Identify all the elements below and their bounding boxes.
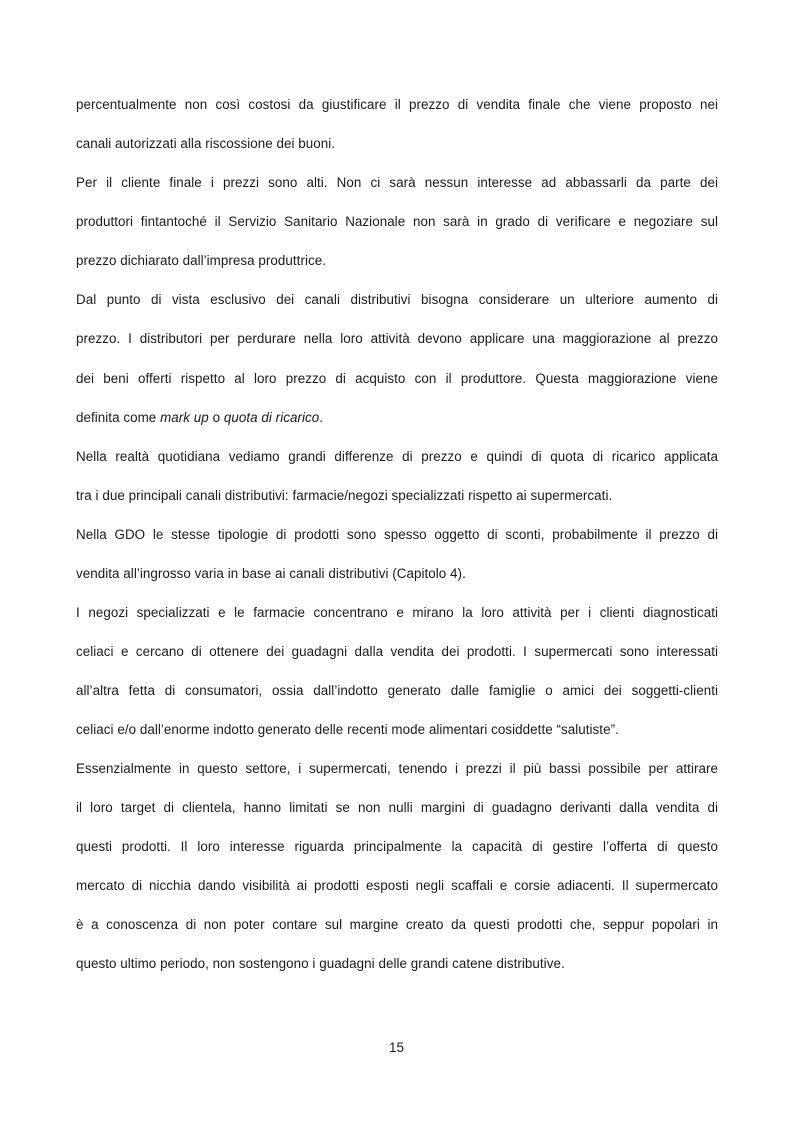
term-mark-up: mark up (160, 410, 209, 425)
paragraph-2-line-3: prezzo dichiarato dall’impresa produttrice. (76, 253, 326, 268)
paragraph-4-line-1: Nella realtà quotidiana vediamo grandi differenze di prezzo e quindi di quota di ricarico applicata (76, 449, 718, 464)
paragraph-3-line-3: dei beni offerti rispetto al loro prezzo di acquisto con il produttore. Questa maggiorazione viene (76, 371, 718, 386)
paragraph-7-line-4: mercato di nicchia dando visibilità ai prodotti esposti negli scaffali e corsie adiacenti. Il supermercato (76, 878, 718, 893)
paragraph-7-line-5: è a conoscenza di non poter contare sul margine creato da questi prodotti che, seppur popolari in (76, 917, 718, 932)
paragraph-4-line-2: tra i due principali canali distributivi: farmacie/negozi specializzati rispetto ai supermercati. (76, 488, 613, 503)
paragraph-1-line-2: canali autorizzati alla riscossione dei buoni. (76, 136, 336, 151)
paragraph-3-line-1: Dal punto di vista esclusivo dei canali distributivi bisogna considerare un ulteriore aumento di (76, 292, 718, 307)
paragraph-1-line-1: percentualmente non così costosi da giustificare il prezzo di vendita finale che viene proposto nei (76, 97, 718, 112)
paragraph-3-line-4-middle: o (208, 410, 224, 425)
paragraph-6-line-2: celiaci e cercano di ottenere dei guadagni dalla vendita dei prodotti. I supermercati sono interessati (76, 644, 718, 659)
paragraph-6-line-1: I negozi specializzati e le farmacie concentrano e mirano la loro attività per i clienti diagnosticati (76, 605, 718, 620)
paragraph-3-line-4 (76, 409, 718, 427)
paragraph-3-line-4-suffix: . (319, 410, 324, 425)
paragraph-7-line-3: questi prodotti. Il loro interesse riguarda principalmente la capacità di gestire l’offerta di questo (76, 839, 718, 854)
paragraph-7-line-1: Essenzialmente in questo settore, i supermercati, tenendo i prezzi il più bassi possibile per attirare (76, 761, 718, 776)
paragraph-5-line-1: Nella GDO le stesse tipologie di prodotti sono spesso oggetto di sconti, probabilmente il prezzo di (76, 527, 718, 542)
page-number: 15 (389, 1040, 404, 1055)
term-quota-di-ricarico: quota di ricarico (223, 410, 320, 425)
paragraph-3-line-4-prefix: definita come (76, 410, 161, 425)
paragraph-6-line-3: all’altra fetta di consumatori, ossia dall’indotto generato dalle famiglie o amici dei soggetti-clienti (76, 683, 718, 698)
paragraph-7-line-6: questo ultimo periodo, non sostengono i guadagni delle grandi catene distributive. (76, 956, 565, 971)
paragraph-3-line-2: prezzo. I distributori per perdurare nella loro attività devono applicare una maggiorazione al prezzo (76, 331, 718, 346)
paragraph-6-line-4: celiaci e/o dall’enorme indotto generato delle recenti mode alimentari cosiddette “salutiste”. (76, 722, 619, 737)
paragraph-7-line-2: il loro target di clientela, hanno limitati se non nulli margini di guadagno derivanti dalla vendita di (76, 800, 718, 815)
paragraph-2-line-1: Per il cliente finale i prezzi sono alti. Non ci sarà nessun interesse ad abbassarli da parte dei (76, 175, 718, 190)
paragraph-5-line-2: vendita all’ingrosso varia in base ai canali distributivi (Capitolo 4). (76, 566, 466, 581)
paragraph-2-line-2: produttori fintantoché il Servizio Sanitario Nazionale non sarà in grado di verificare e negoziare sul (76, 214, 718, 229)
